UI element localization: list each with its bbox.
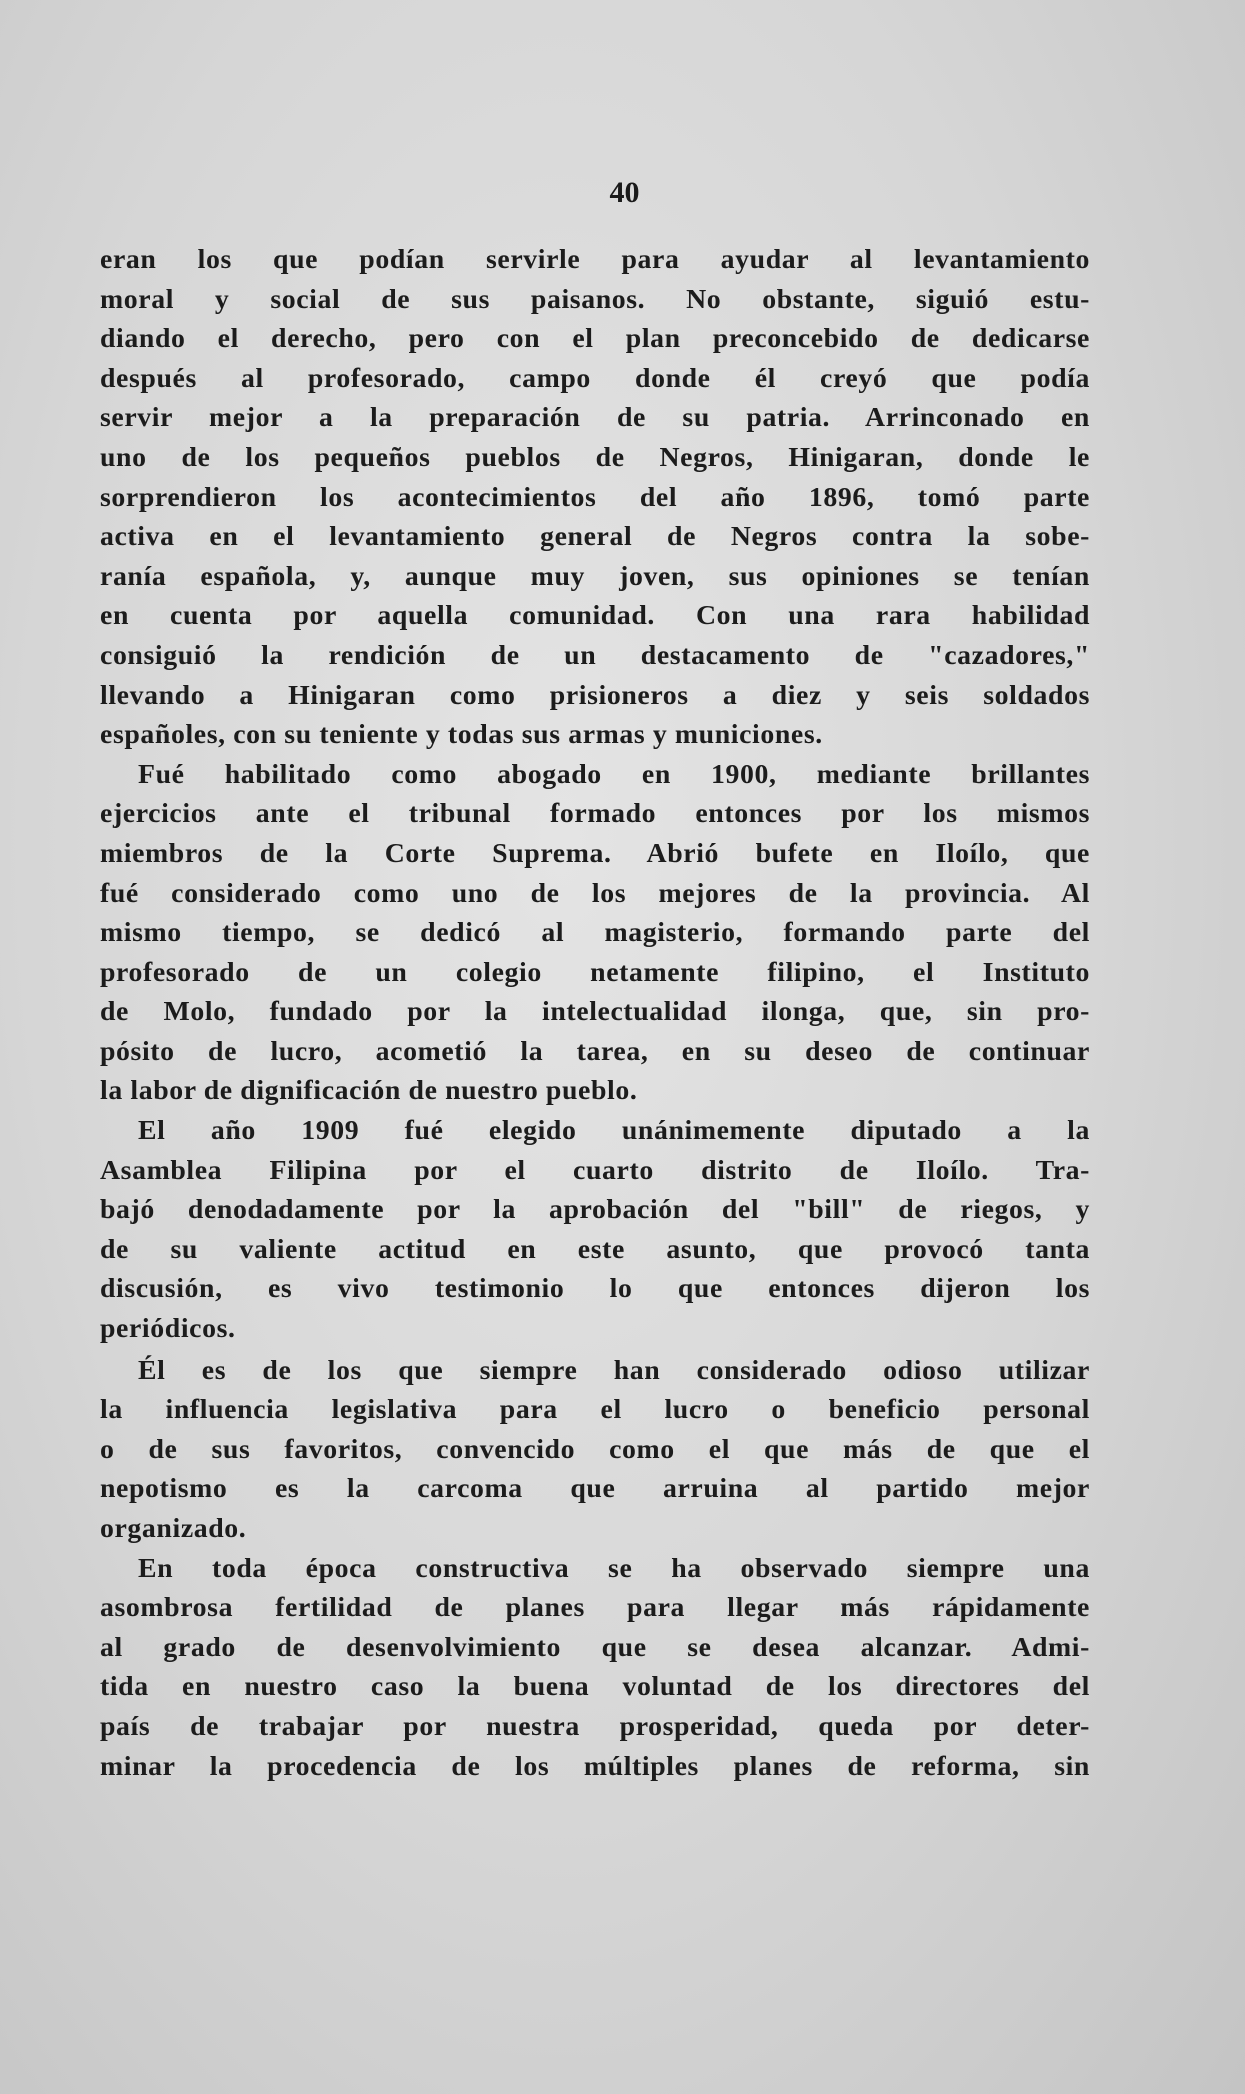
text-line: moral y social de sus paisanos. No obstante, siguió estu-: [100, 283, 1090, 315]
text-line: ranía española, y, aunque muy joven, sus opiniones se tenían: [100, 560, 1090, 592]
text-line: periódicos.: [100, 1313, 236, 1345]
text-line: miembros de la Corte Suprema. Abrió bufete en Iloílo, que: [100, 837, 1090, 869]
text-line: eran los que podían servirle para ayudar al levantamiento: [100, 244, 1090, 275]
text-line: la influencia legislativa para el lucro o beneficio personal: [100, 1394, 1090, 1426]
text-line: minar la procedencia de los múltiples planes de reforma, sin: [100, 1750, 1090, 1782]
paragraph-3: [100, 1111, 1090, 1349]
paragraph-4: [100, 1351, 1090, 1549]
text-line: bajó denodadamente por la aprobación del "bill" de riegos, y: [100, 1194, 1090, 1226]
text-line: consiguió la rendición de un destacamento de "cazadores,": [100, 639, 1090, 671]
page-number: 40: [609, 176, 640, 209]
paragraph-2: [100, 755, 1090, 1111]
text-line: nepotismo es la carcoma que arruina al partido mejor: [100, 1473, 1090, 1505]
text-line: después al profesorado, campo donde él creyó que podía: [100, 362, 1090, 394]
text-line: En toda época constructiva se ha observado siempre una: [138, 1552, 1090, 1584]
text-line: de su valiente actitud en este asunto, que provocó tanta: [100, 1233, 1090, 1265]
text-line: organizado.: [100, 1513, 247, 1544]
text-line: la labor de dignificación de nuestro pueblo.: [100, 1075, 638, 1107]
text-line: tida en nuestro caso la buena voluntad de los directores del: [100, 1671, 1090, 1703]
text-line: activa en el levantamiento general de Negros contra la sobe-: [100, 521, 1090, 553]
text-line: en cuenta por aquella comunidad. Con una rara habilidad: [100, 600, 1090, 632]
text-line: El año 1909 fué elegido unánimemente diputado a la: [138, 1115, 1090, 1147]
paragraph-5: [100, 1549, 1090, 1787]
text-line: o de sus favoritos, convencido como el que más de que el: [100, 1433, 1090, 1465]
paragraph-1: [100, 240, 1090, 755]
text-line: Él es de los que siempre han considerado odioso utilizar: [138, 1354, 1090, 1386]
text-line: servir mejor a la preparación de su patria. Arrinconado en: [100, 402, 1090, 434]
text-line: país de trabajar por nuestra prosperidad, queda por deter-: [100, 1710, 1090, 1742]
text-line: Asamblea Filipina por el cuarto distrito de Iloílo. Tra-: [100, 1154, 1090, 1186]
text-line: Fué habilitado como abogado en 1900, mediante brillantes: [138, 758, 1090, 790]
text-line: profesorado de un colegio netamente filipino, el Instituto: [100, 956, 1090, 988]
text-line: diando el derecho, pero con el plan preconcebido de dedicarse: [100, 323, 1090, 355]
text-line: pósito de lucro, acometió la tarea, en su deseo de continuar: [100, 1035, 1090, 1067]
body-text: [100, 240, 1090, 1786]
text-line: sorprendieron los acontecimientos del año 1896, tomó parte: [100, 481, 1090, 513]
text-line: fué considerado como uno de los mejores de la provincia. Al: [100, 877, 1090, 909]
text-line: españoles, con su teniente y todas sus armas y municiones.: [100, 719, 823, 751]
text-line: de Molo, fundado por la intelectualidad ilonga, que, sin pro-: [100, 996, 1090, 1028]
text-line: llevando a Hinigaran como prisioneros a diez y seis soldados: [100, 679, 1090, 711]
text-line: asombrosa fertilidad de planes para llegar más rápidamente: [100, 1592, 1090, 1624]
text-line: uno de los pequeños pueblos de Negros, Hinigaran, donde le: [100, 441, 1090, 473]
text-line: mismo tiempo, se dedicó al magisterio, formando parte del: [100, 917, 1090, 949]
text-line: discusión, es vivo testimonio lo que entonces dijeron los: [100, 1273, 1090, 1305]
text-line: al grado de desenvolvimiento que se desea alcanzar. Admi-: [100, 1631, 1090, 1663]
text-line: ejercicios ante el tribunal formado entonces por los mismos: [100, 798, 1090, 830]
